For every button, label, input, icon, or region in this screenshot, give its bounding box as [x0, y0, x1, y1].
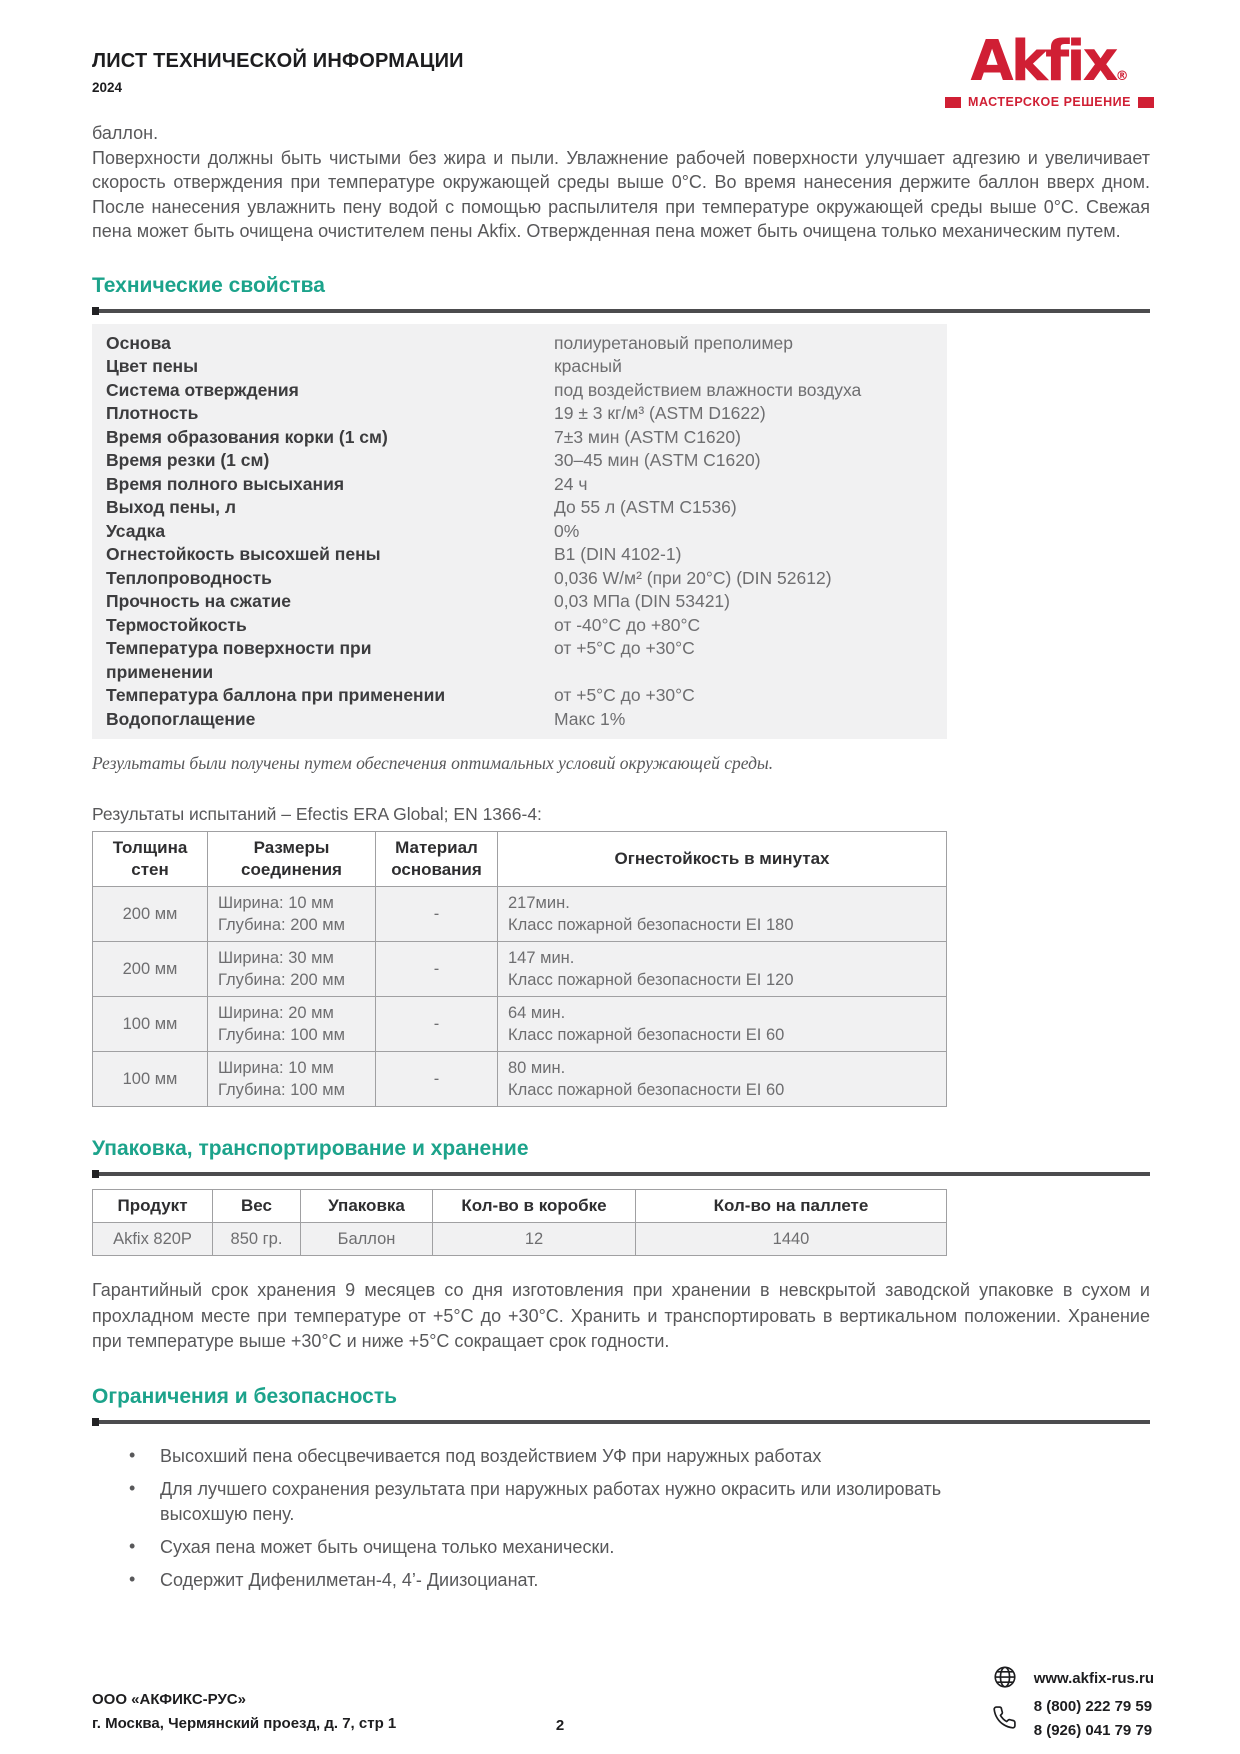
property-value: 24 ч — [554, 473, 588, 494]
column-header-wall-thickness: Толщина стен — [93, 832, 208, 887]
property-row — [106, 355, 937, 379]
property-label: Водопоглащение — [106, 708, 256, 729]
footer-phone-2: 8 (926) 041 79 79 — [1033, 1722, 1153, 1739]
property-value: 30–45 мин (ASTM C1620) — [554, 450, 761, 470]
property-row — [106, 520, 937, 544]
cell-fire-resistance — [498, 1052, 947, 1107]
globe-icon — [992, 1664, 1022, 1694]
column-header-package: Упаковка — [301, 1190, 433, 1223]
section-heading-technical-properties: Технические свойства — [92, 273, 325, 297]
joint-width: Ширина: 30 мм — [218, 949, 334, 967]
cell-joint-size — [208, 997, 376, 1052]
column-header-product: Продукт — [93, 1190, 213, 1223]
fire-resistance-table — [92, 831, 947, 1107]
property-value: 0% — [554, 520, 580, 541]
property-value: До 55 л (ASTM C1536) — [554, 497, 737, 517]
table-row — [93, 887, 947, 942]
property-row — [106, 426, 937, 450]
property-row — [106, 449, 937, 473]
document-header — [92, 0, 1150, 109]
akfix-logo — [945, 29, 1154, 109]
property-value: 19 ± 3 кг/м³ (ASTM D1622) — [554, 403, 766, 423]
property-row — [106, 379, 937, 403]
tagline-right-bar — [1138, 97, 1154, 108]
fire-class: Класс пожарной безопасности EI 60 — [508, 1081, 785, 1099]
cell-joint-size — [208, 887, 376, 942]
cell-thickness: 200 мм — [93, 942, 208, 997]
column-header-fire-resistance: Огнестойкость в минутах — [498, 832, 947, 887]
property-label: Время резки (1 см) — [106, 450, 270, 470]
property-label: Время полного высыхания — [106, 473, 345, 494]
storage-paragraph: Гарантийный срок хранения 9 месяцев со дня изготовления при хранении в невскрытой заводской упаковке в сухом и прохладном месте при температуре от +5°С до +30°С. Хранить и транспортировать в вертикальном положении. Хранение при температуре выше +30°С и ниже +5°С сокращает срок годности. — [92, 1280, 1150, 1351]
cell-material: - — [376, 942, 498, 997]
fire-class: Класс пожарной безопасности EI 180 — [508, 916, 794, 934]
test-conditions-note: Результаты были получены путем обеспечения оптимальных условий окружающей среды. — [92, 753, 774, 773]
joint-depth: Глубина: 100 мм — [218, 1026, 345, 1044]
table-row — [93, 997, 947, 1052]
registered-mark: ® — [1115, 69, 1129, 84]
cell-thickness: 100 мм — [93, 1052, 208, 1107]
property-label: Температура баллона при применении — [106, 685, 446, 705]
fire-class: Класс пожарной безопасности EI 120 — [508, 971, 794, 989]
column-header-joint-size: Размеры соединения — [208, 832, 376, 887]
table-row — [93, 942, 947, 997]
page-number: 2 — [555, 1717, 565, 1734]
property-row — [106, 473, 937, 497]
intro-paragraph: Поверхности должны быть чистыми без жира и пыли. Увлажнение рабочей поверхности улучшает адгезию и увеличивает скорость отверждения при температуре окружающей среды выше 0°С. Во время нанесения держите баллон вверх дном. После нанесения увлажнить пену водой с помощью распылителя при температуре окружающей среды выше 0°С. Свежая пена может быть очищена очистителем пены Akfix. Отвержденная пена может быть очищена только механическим путем. — [92, 147, 1150, 241]
property-row — [106, 332, 937, 356]
property-row — [106, 614, 937, 638]
property-row — [106, 637, 937, 684]
property-row — [106, 543, 937, 567]
table-header-row — [93, 832, 947, 887]
list-item: • Высохший пена обесцвечивается под воздействием УФ при наружных работах — [92, 1444, 960, 1469]
property-label: Температура поверхности при применении — [106, 638, 372, 682]
property-label: Система отверждения — [106, 379, 299, 400]
cell-material: - — [376, 1052, 498, 1107]
document-year: 2024 — [92, 80, 123, 95]
cell-product: Akfix 820P — [93, 1223, 213, 1256]
list-item: • Содержит Дифенилметан-4, 4’- Диизоцианат. — [92, 1568, 960, 1593]
footer-company-name: ООО «АКФИКС-РУС» — [92, 1691, 246, 1708]
table-row — [93, 1052, 947, 1107]
joint-width: Ширина: 10 мм — [218, 894, 334, 912]
cell-joint-size — [208, 942, 376, 997]
column-header-weight: Вес — [213, 1190, 301, 1223]
joint-depth: Глубина: 200 мм — [218, 971, 345, 989]
properties-table — [92, 324, 947, 740]
footer-company-address: г. Москва, Чермянский проезд, д. 7, стр 1 — [92, 1715, 397, 1732]
property-label: Основа — [106, 332, 171, 353]
footer-company-block — [92, 1688, 396, 1736]
cell-weight: 850 гр. — [213, 1223, 301, 1256]
property-label: Усадка — [106, 520, 166, 541]
property-value: полиуретановый преполимер — [554, 332, 793, 353]
property-label: Термостойкость — [106, 614, 247, 635]
cell-joint-size — [208, 1052, 376, 1107]
joint-depth: Глубина: 200 мм — [218, 916, 345, 934]
property-value: 7±3 мин (ASTM C1620) — [554, 426, 741, 447]
section-divider — [92, 1172, 1150, 1176]
section-heading-packaging: Упаковка, транспортирование и хранение — [92, 1137, 529, 1160]
cell-material: - — [376, 997, 498, 1052]
intro-lead-line: баллон. — [92, 123, 159, 143]
cell-thickness: 200 мм — [93, 887, 208, 942]
footer-phone-1: 8 (800) 222 79 59 — [1033, 1698, 1153, 1715]
cell-fire-resistance — [498, 997, 947, 1052]
property-label: Огнестойкость высохшей пены — [106, 544, 381, 564]
property-label: Выход пены, л — [106, 497, 236, 517]
property-value: от +5°C до +30°C — [554, 685, 695, 705]
cell-material: - — [376, 887, 498, 942]
property-value: 0,036 W/м² (при 20°C) (DIN 52612) — [554, 567, 832, 588]
property-row — [106, 708, 937, 732]
cell-package: Баллон — [301, 1223, 433, 1256]
property-label: Прочность на сжатие — [106, 591, 291, 611]
test-results-caption: Результаты испытаний – Efectis ERA Global; EN 1366-4: — [92, 804, 542, 824]
section-divider — [92, 1420, 1150, 1424]
page-title: ЛИСТ ТЕХНИЧЕСКОЙ ИНФОРМАЦИИ — [92, 50, 464, 72]
header-title-block — [92, 50, 464, 95]
cell-qty-box: 12 — [433, 1223, 636, 1256]
table-header-row — [93, 1190, 947, 1223]
cell-fire-resistance — [498, 942, 947, 997]
property-label: Цвет пены — [106, 356, 199, 376]
list-item: • Для лучшего сохранения результата при наружных работах нужно окрасить или изолировать высохшую пену. — [92, 1477, 960, 1527]
fire-minutes: 64 мин. — [508, 1004, 566, 1022]
joint-depth: Глубина: 100 мм — [218, 1081, 345, 1099]
property-value: под воздействием влажности воздуха — [554, 379, 862, 400]
logo-tagline — [945, 95, 1154, 109]
property-value: B1 (DIN 4102-1) — [554, 544, 682, 564]
joint-width: Ширина: 10 мм — [218, 1059, 334, 1077]
fire-minutes: 147 мин. — [508, 949, 575, 967]
column-header-qty-box: Кол-во в коробке — [433, 1190, 636, 1223]
brand-logo-text: Akfix® — [970, 29, 1129, 94]
list-item: • Сухая пена может быть очищена только механически. — [92, 1535, 960, 1560]
table-row — [93, 1223, 947, 1256]
column-header-qty-pallet: Кол-во на паллете — [636, 1190, 947, 1223]
property-value: Макс 1% — [554, 708, 626, 729]
fire-class: Класс пожарной безопасности EI 60 — [508, 1026, 785, 1044]
phone-icon — [992, 1705, 1022, 1734]
section-divider — [92, 309, 1150, 313]
property-row — [106, 684, 937, 708]
property-value: 0,03 МПа (DIN 53421) — [554, 591, 730, 611]
fire-minutes: 80 мин. — [508, 1059, 566, 1077]
fire-minutes: 217мин. — [508, 894, 570, 912]
intro-text — [92, 121, 1150, 244]
property-row — [106, 590, 937, 614]
cell-fire-resistance — [498, 887, 947, 942]
property-label: Плотность — [106, 403, 199, 423]
property-row — [106, 402, 937, 426]
property-value: красный — [554, 356, 622, 376]
cell-qty-pallet: 1440 — [636, 1223, 947, 1256]
footer-contact-block — [992, 1664, 1154, 1742]
joint-width: Ширина: 20 мм — [218, 1004, 334, 1022]
safety-bullet-list — [92, 1444, 960, 1593]
section-heading-safety: Ограничения и безопасность — [92, 1384, 398, 1408]
tagline-left-bar — [945, 97, 961, 108]
footer-website: www.akfix-rus.ru — [1033, 1670, 1154, 1687]
column-header-base-material: Материал основания — [376, 832, 498, 887]
tagline-text: МАСТЕРСКОЕ РЕШЕНИЕ — [968, 95, 1131, 109]
property-value: от -40°C до +80°C — [554, 614, 701, 635]
property-label: Теплопроводность — [106, 567, 272, 588]
property-label: Время образования корки (1 см) — [106, 426, 388, 447]
cell-thickness: 100 мм — [93, 997, 208, 1052]
packaging-table — [92, 1189, 947, 1256]
property-row — [106, 496, 937, 520]
property-value: от +5°C до +30°C — [554, 638, 695, 658]
property-row — [106, 567, 937, 591]
